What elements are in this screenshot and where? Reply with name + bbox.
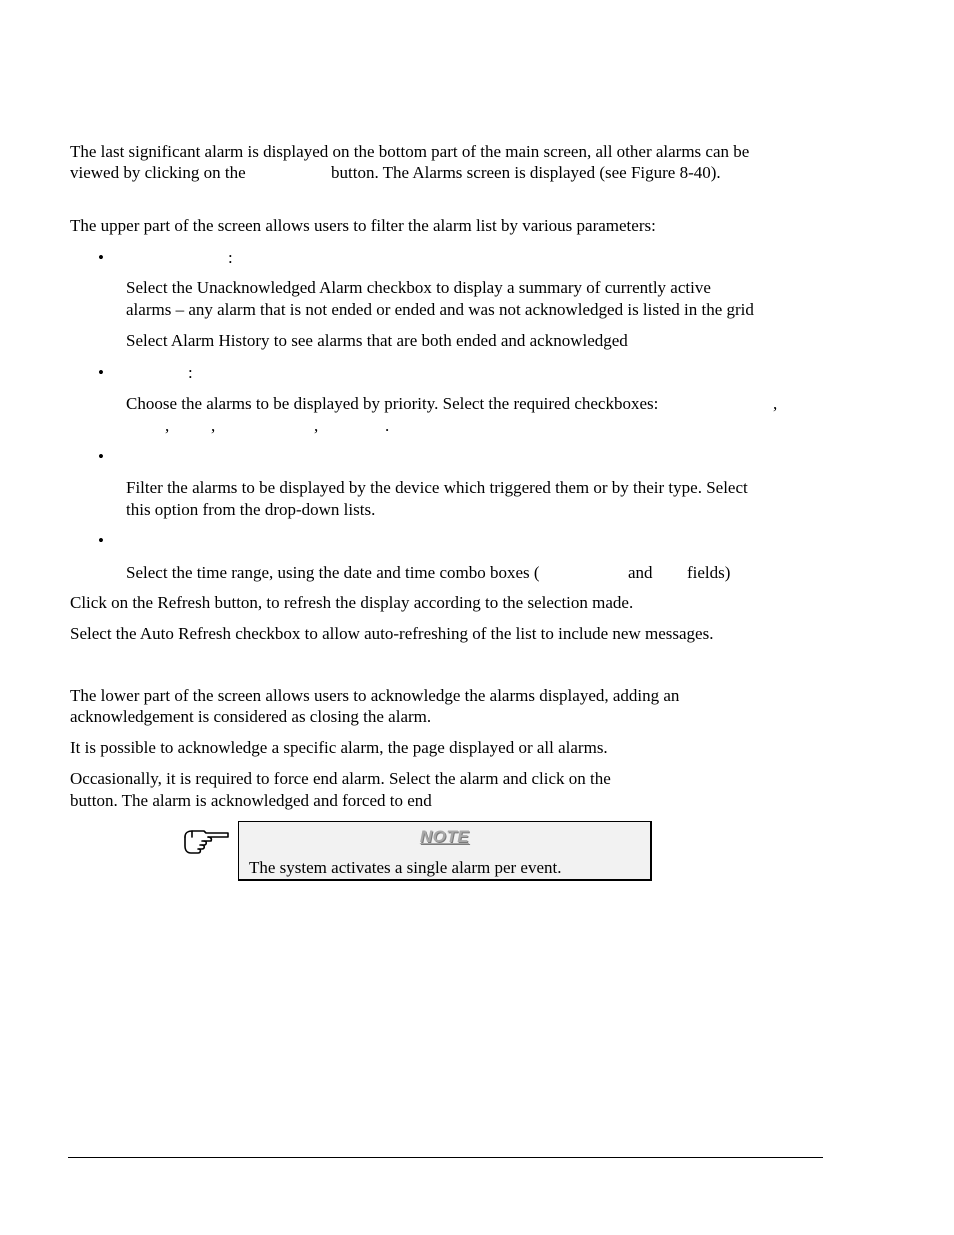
bullet-2-comma-4: , [314, 416, 319, 435]
bullet-1-colon: : [228, 248, 233, 267]
bullet-1-text-line-1: Select the Unacknowledged Alarm checkbox to display a summary of currently active [126, 278, 711, 297]
note-box [238, 821, 652, 881]
footer-divider [68, 1157, 823, 1158]
intro-line-2a: viewed by clicking on the [70, 163, 246, 182]
bullet-2-text-line-1: Choose the alarms to be displayed by priority. Select the required checkboxes: [126, 394, 659, 413]
ack-line-1: The lower part of the screen allows users to acknowledge the alarms displayed, adding an [70, 686, 680, 705]
filter-intro: The upper part of the screen allows users to filter the alarm list by various parameters: [70, 216, 656, 235]
bullet-1-text-2: Select Alarm History to see alarms that are both ended and acknowledged [126, 331, 628, 350]
bullet-2-comma-1: , [773, 394, 778, 413]
bullet-2-comma-2: , [165, 416, 170, 435]
bullet-4-and: and [628, 563, 653, 582]
bullet-1-marker: • [98, 248, 104, 267]
bullet-3-text-line-1: Filter the alarms to be displayed by the device which triggered them or by their type. Select [126, 478, 748, 497]
ack-line-3: It is possible to acknowledge a specific alarm, the page displayed or all alarms. [70, 738, 608, 757]
bullet-2-period: . [385, 416, 390, 435]
note-title: NOTE [419, 827, 470, 846]
bullet-2-comma-3: , [211, 416, 216, 435]
bullet-1-text-line-2: alarms – any alarm that is not ended or ended and was not acknowledged is listed in the grid [126, 300, 754, 319]
bullet-2-colon: : [188, 363, 193, 382]
intro-line-1: The last significant alarm is displayed on the bottom part of the main screen, all other alarms can be [70, 142, 750, 161]
refresh-text: Click on the Refresh button, to refresh the display according to the selection made. [70, 593, 634, 612]
bullet-3-marker: • [98, 447, 104, 466]
ack-line-2: acknowledgement is considered as closing the alarm. [70, 707, 432, 726]
intro-line-2b: button. The Alarms screen is displayed (see Figure 8-40). [331, 163, 721, 182]
pointing-hand-icon [182, 828, 230, 856]
bullet-2-marker: • [98, 363, 104, 382]
bullet-3-text-line-2: this option from the drop-down lists. [126, 500, 376, 519]
bullet-4-fields: fields) [687, 563, 731, 582]
bullet-4-text: Select the time range, using the date and time combo boxes ( [126, 563, 540, 582]
bullet-4-marker: • [98, 531, 104, 550]
ack-line-4: Occasionally, it is required to force end alarm. Select the alarm and click on the [70, 769, 611, 788]
ack-line-5: button. The alarm is acknowledged and forced to end [70, 791, 432, 810]
auto-refresh-text: Select the Auto Refresh checkbox to allow auto-refreshing of the list to include new messages. [70, 624, 714, 643]
note-text: The system activates a single alarm per event. [249, 858, 562, 877]
